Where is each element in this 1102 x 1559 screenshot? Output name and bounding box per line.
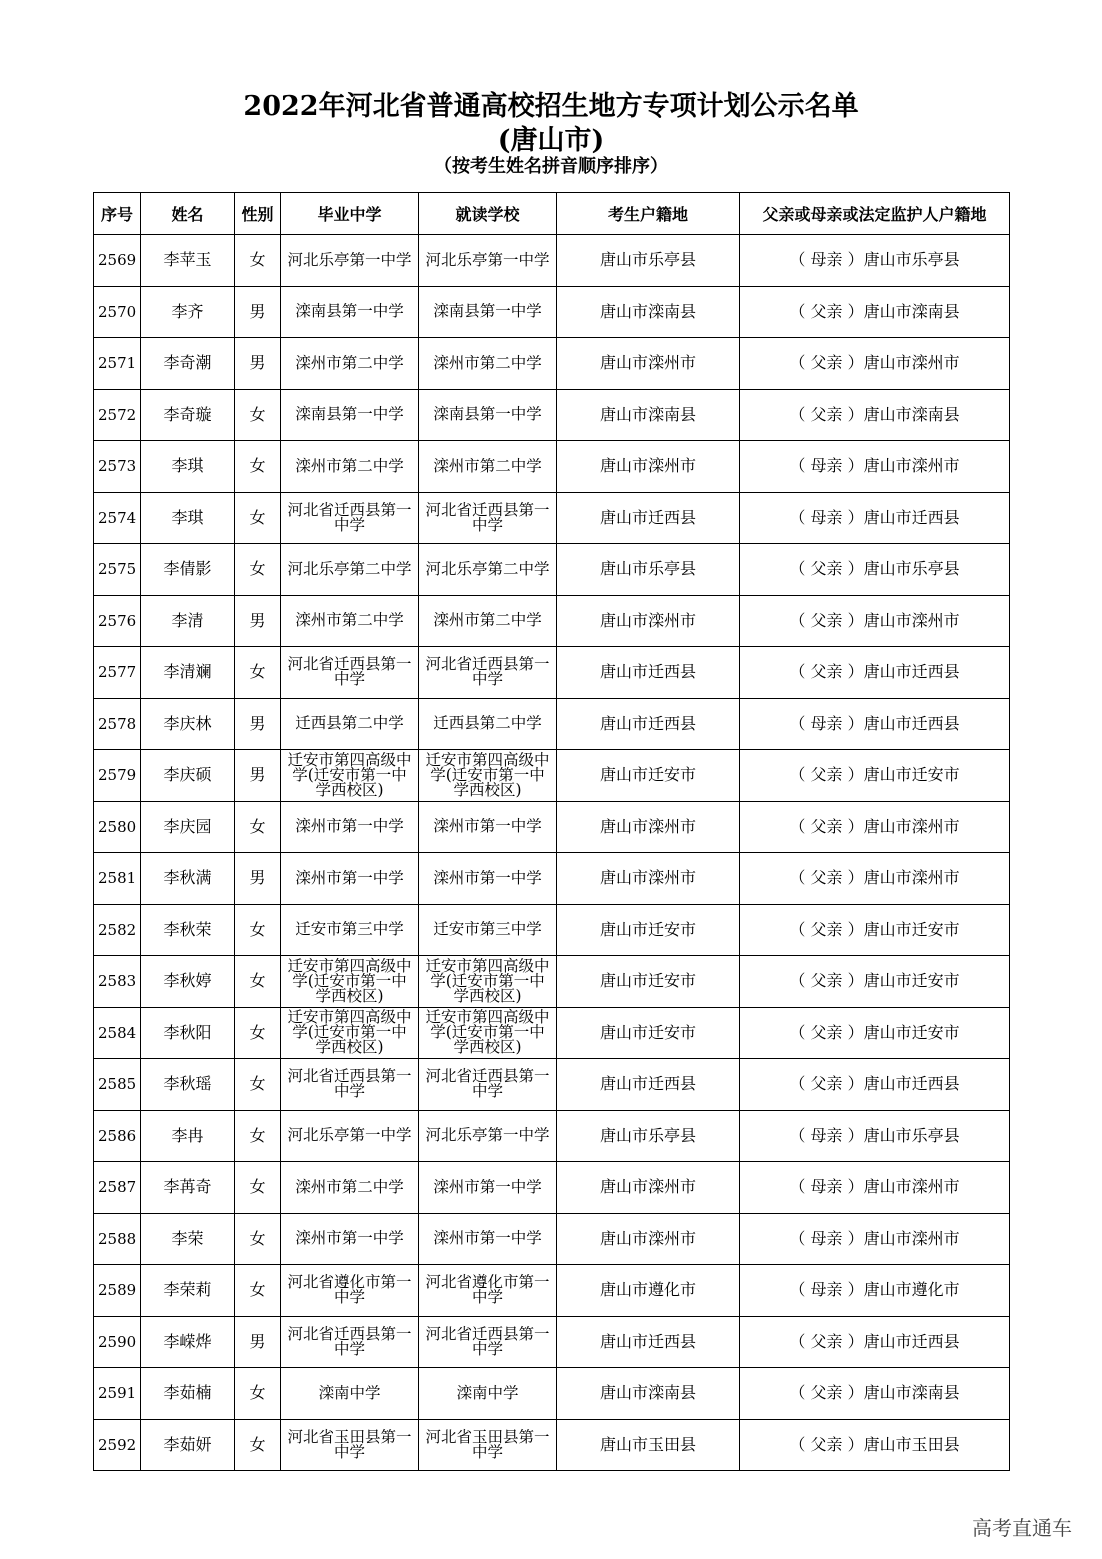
household-cell: 唐山市滦州市 xyxy=(557,338,740,390)
current-school-cell: 河北乐亭第一中学 xyxy=(419,235,557,287)
seq-cell: 2573 xyxy=(94,441,141,493)
column-header-seq: 序号 xyxy=(94,193,141,235)
parent-household-cell: （ 父亲 ）唐山市迁安市 xyxy=(740,904,1010,956)
table-row xyxy=(94,647,1010,699)
table-row xyxy=(94,750,1010,802)
graduated-school-cell: 迁安市第四高级中学(迁安市第一中学西校区) xyxy=(281,750,419,802)
gender-cell: 女 xyxy=(235,904,281,956)
parent-household-cell: （ 父亲 ）唐山市滦州市 xyxy=(740,801,1010,853)
table-row xyxy=(94,441,1010,493)
parent-household-cell: （ 父亲 ）唐山市迁西县 xyxy=(740,1059,1010,1111)
document-subtitle: (唐山市) xyxy=(497,125,605,156)
table-row xyxy=(94,853,1010,905)
gender-cell: 女 xyxy=(235,235,281,287)
seq-cell: 2588 xyxy=(94,1213,141,1265)
current-school-cell: 河北省迁西县第一中学 xyxy=(419,1059,557,1111)
parent-household-cell: （ 父亲 ）唐山市玉田县 xyxy=(740,1419,1010,1471)
graduated-school-cell: 河北省玉田县第一中学 xyxy=(281,1419,419,1471)
current-school-cell: 滦州市第一中学 xyxy=(419,1162,557,1214)
household-cell: 唐山市滦州市 xyxy=(557,1162,740,1214)
current-school-cell: 滦州市第二中学 xyxy=(419,441,557,493)
household-cell: 唐山市滦南县 xyxy=(557,389,740,441)
gender-cell: 女 xyxy=(235,801,281,853)
name-cell: 李奇璇 xyxy=(141,389,235,441)
table-row xyxy=(94,1265,1010,1317)
name-cell: 李庆硕 xyxy=(141,750,235,802)
name-cell: 李嵘烨 xyxy=(141,1316,235,1368)
name-cell: 李秋阳 xyxy=(141,1007,235,1059)
name-cell: 李琪 xyxy=(141,492,235,544)
household-cell: 唐山市迁西县 xyxy=(557,698,740,750)
current-school-cell: 滦州市第二中学 xyxy=(419,338,557,390)
current-school-cell: 河北省迁西县第一中学 xyxy=(419,1316,557,1368)
current-school-cell: 滦南中学 xyxy=(419,1368,557,1420)
name-cell: 李秋婷 xyxy=(141,956,235,1008)
current-school-cell: 迁安市第四高级中学(迁安市第一中学西校区) xyxy=(419,1007,557,1059)
table-row xyxy=(94,595,1010,647)
household-cell: 唐山市滦南县 xyxy=(557,286,740,338)
parent-household-cell: （ 父亲 ）唐山市滦南县 xyxy=(740,1368,1010,1420)
name-cell: 李清斓 xyxy=(141,647,235,699)
graduated-school-cell: 河北乐亭第一中学 xyxy=(281,1110,419,1162)
current-school-cell: 河北省迁西县第一中学 xyxy=(419,492,557,544)
gender-cell: 女 xyxy=(235,492,281,544)
table-row xyxy=(94,389,1010,441)
gender-cell: 男 xyxy=(235,338,281,390)
column-header-graduated-school: 毕业中学 xyxy=(281,193,419,235)
household-cell: 唐山市滦南县 xyxy=(557,1368,740,1420)
name-cell: 李琪 xyxy=(141,441,235,493)
parent-household-cell: （ 父亲 ）唐山市滦州市 xyxy=(740,338,1010,390)
gender-cell: 女 xyxy=(235,1162,281,1214)
name-cell: 李奇潮 xyxy=(141,338,235,390)
parent-household-cell: （ 父亲 ）唐山市滦南县 xyxy=(740,286,1010,338)
table-row xyxy=(94,1419,1010,1471)
parent-household-cell: （ 父亲 ）唐山市迁西县 xyxy=(740,647,1010,699)
document-title: 2022年河北省普通高校招生地方专项计划公示名单 xyxy=(243,91,859,122)
parent-household-cell: （ 父亲 ）唐山市迁安市 xyxy=(740,750,1010,802)
gender-cell: 男 xyxy=(235,595,281,647)
household-cell: 唐山市滦州市 xyxy=(557,853,740,905)
current-school-cell: 滦南县第一中学 xyxy=(419,286,557,338)
table-row xyxy=(94,1213,1010,1265)
parent-household-cell: （ 母亲 ）唐山市迁西县 xyxy=(740,698,1010,750)
seq-cell: 2592 xyxy=(94,1419,141,1471)
gender-cell: 女 xyxy=(235,1213,281,1265)
graduated-school-cell: 河北省迁西县第一中学 xyxy=(281,1059,419,1111)
seq-cell: 2591 xyxy=(94,1368,141,1420)
name-cell: 李清 xyxy=(141,595,235,647)
parent-household-cell: （ 父亲 ）唐山市迁安市 xyxy=(740,956,1010,1008)
parent-household-cell: （ 父亲 ）唐山市滦南县 xyxy=(740,389,1010,441)
table-row xyxy=(94,1007,1010,1059)
parent-household-cell: （ 母亲 ）唐山市滦州市 xyxy=(740,441,1010,493)
graduated-school-cell: 滦南中学 xyxy=(281,1368,419,1420)
gender-cell: 女 xyxy=(235,1419,281,1471)
table-header-row xyxy=(94,193,1010,235)
graduated-school-cell: 滦州市第一中学 xyxy=(281,801,419,853)
column-header-household: 考生户籍地 xyxy=(557,193,740,235)
name-cell: 李荣 xyxy=(141,1213,235,1265)
gender-cell: 男 xyxy=(235,750,281,802)
gender-cell: 男 xyxy=(235,853,281,905)
household-cell: 唐山市迁安市 xyxy=(557,1007,740,1059)
graduated-school-cell: 河北省迁西县第一中学 xyxy=(281,1316,419,1368)
graduated-school-cell: 河北省迁西县第一中学 xyxy=(281,492,419,544)
seq-cell: 2585 xyxy=(94,1059,141,1111)
household-cell: 唐山市滦州市 xyxy=(557,595,740,647)
household-cell: 唐山市迁安市 xyxy=(557,956,740,1008)
table-row xyxy=(94,698,1010,750)
graduated-school-cell: 迁安市第四高级中学(迁安市第一中学西校区) xyxy=(281,956,419,1008)
table-row xyxy=(94,492,1010,544)
seq-cell: 2572 xyxy=(94,389,141,441)
household-cell: 唐山市玉田县 xyxy=(557,1419,740,1471)
graduated-school-cell: 滦州市第一中学 xyxy=(281,1213,419,1265)
graduated-school-cell: 迁西县第二中学 xyxy=(281,698,419,750)
gender-cell: 女 xyxy=(235,1368,281,1420)
current-school-cell: 河北省迁西县第一中学 xyxy=(419,647,557,699)
gender-cell: 女 xyxy=(235,544,281,596)
name-cell: 李庆园 xyxy=(141,801,235,853)
table-row xyxy=(94,1162,1010,1214)
parent-household-cell: （ 母亲 ）唐山市遵化市 xyxy=(740,1265,1010,1317)
graduated-school-cell: 滦州市第二中学 xyxy=(281,441,419,493)
graduated-school-cell: 滦南县第一中学 xyxy=(281,286,419,338)
table-row xyxy=(94,544,1010,596)
current-school-cell: 迁安市第四高级中学(迁安市第一中学西校区) xyxy=(419,956,557,1008)
table-row xyxy=(94,956,1010,1008)
table-row xyxy=(94,1059,1010,1111)
seq-cell: 2574 xyxy=(94,492,141,544)
seq-cell: 2575 xyxy=(94,544,141,596)
column-header-current-school: 就读学校 xyxy=(419,193,557,235)
table-row xyxy=(94,1368,1010,1420)
graduated-school-cell: 滦州市第二中学 xyxy=(281,1162,419,1214)
name-cell: 李荣莉 xyxy=(141,1265,235,1317)
seq-cell: 2587 xyxy=(94,1162,141,1214)
seq-cell: 2586 xyxy=(94,1110,141,1162)
seq-cell: 2569 xyxy=(94,235,141,287)
name-cell: 李茹楠 xyxy=(141,1368,235,1420)
gender-cell: 女 xyxy=(235,389,281,441)
gender-cell: 男 xyxy=(235,286,281,338)
table-row xyxy=(94,904,1010,956)
current-school-cell: 滦州市第一中学 xyxy=(419,801,557,853)
graduated-school-cell: 滦州市第二中学 xyxy=(281,338,419,390)
household-cell: 唐山市遵化市 xyxy=(557,1265,740,1317)
admission-list-table xyxy=(93,192,1010,1471)
parent-household-cell: （ 父亲 ）唐山市迁安市 xyxy=(740,1007,1010,1059)
current-school-cell: 河北省玉田县第一中学 xyxy=(419,1419,557,1471)
household-cell: 唐山市迁西县 xyxy=(557,1316,740,1368)
current-school-cell: 河北省遵化市第一中学 xyxy=(419,1265,557,1317)
seq-cell: 2584 xyxy=(94,1007,141,1059)
graduated-school-cell: 迁安市第四高级中学(迁安市第一中学西校区) xyxy=(281,1007,419,1059)
gender-cell: 女 xyxy=(235,1110,281,1162)
name-cell: 李齐 xyxy=(141,286,235,338)
table-row xyxy=(94,1316,1010,1368)
name-cell: 李秋满 xyxy=(141,853,235,905)
gender-cell: 女 xyxy=(235,1059,281,1111)
name-cell: 李倩影 xyxy=(141,544,235,596)
graduated-school-cell: 滦州市第一中学 xyxy=(281,853,419,905)
seq-cell: 2578 xyxy=(94,698,141,750)
seq-cell: 2571 xyxy=(94,338,141,390)
watermark-text: 高考直通车 xyxy=(972,1516,1072,1540)
current-school-cell: 滦州市第一中学 xyxy=(419,1213,557,1265)
household-cell: 唐山市滦州市 xyxy=(557,441,740,493)
name-cell: 李秋瑶 xyxy=(141,1059,235,1111)
household-cell: 唐山市乐亭县 xyxy=(557,1110,740,1162)
column-header-gender: 性别 xyxy=(235,193,281,235)
parent-household-cell: （ 母亲 ）唐山市迁西县 xyxy=(740,492,1010,544)
current-school-cell: 迁安市第四高级中学(迁安市第一中学西校区) xyxy=(419,750,557,802)
household-cell: 唐山市迁西县 xyxy=(557,1059,740,1111)
name-cell: 李庆林 xyxy=(141,698,235,750)
current-school-cell: 迁安市第三中学 xyxy=(419,904,557,956)
table-row xyxy=(94,235,1010,287)
column-header-parent-household: 父亲或母亲或法定监护人户籍地 xyxy=(740,193,1010,235)
gender-cell: 女 xyxy=(235,441,281,493)
graduated-school-cell: 迁安市第三中学 xyxy=(281,904,419,956)
table-row xyxy=(94,801,1010,853)
parent-household-cell: （ 母亲 ）唐山市乐亭县 xyxy=(740,1110,1010,1162)
graduated-school-cell: 河北乐亭第二中学 xyxy=(281,544,419,596)
household-cell: 唐山市乐亭县 xyxy=(557,544,740,596)
seq-cell: 2583 xyxy=(94,956,141,1008)
graduated-school-cell: 滦南县第一中学 xyxy=(281,389,419,441)
graduated-school-cell: 河北乐亭第一中学 xyxy=(281,235,419,287)
parent-household-cell: （ 父亲 ）唐山市滦州市 xyxy=(740,853,1010,905)
seq-cell: 2579 xyxy=(94,750,141,802)
current-school-cell: 迁西县第二中学 xyxy=(419,698,557,750)
seq-cell: 2570 xyxy=(94,286,141,338)
parent-household-cell: （ 父亲 ）唐山市滦州市 xyxy=(740,595,1010,647)
household-cell: 唐山市迁安市 xyxy=(557,904,740,956)
gender-cell: 女 xyxy=(235,647,281,699)
gender-cell: 男 xyxy=(235,1316,281,1368)
seq-cell: 2580 xyxy=(94,801,141,853)
current-school-cell: 河北乐亭第一中学 xyxy=(419,1110,557,1162)
seq-cell: 2577 xyxy=(94,647,141,699)
parent-household-cell: （ 父亲 ）唐山市迁西县 xyxy=(740,1316,1010,1368)
graduated-school-cell: 河北省迁西县第一中学 xyxy=(281,647,419,699)
household-cell: 唐山市迁西县 xyxy=(557,647,740,699)
gender-cell: 女 xyxy=(235,1007,281,1059)
graduated-school-cell: 滦州市第二中学 xyxy=(281,595,419,647)
name-cell: 李苹玉 xyxy=(141,235,235,287)
household-cell: 唐山市滦州市 xyxy=(557,801,740,853)
name-cell: 李秋荣 xyxy=(141,904,235,956)
seq-cell: 2590 xyxy=(94,1316,141,1368)
current-school-cell: 河北乐亭第二中学 xyxy=(419,544,557,596)
seq-cell: 2581 xyxy=(94,853,141,905)
gender-cell: 女 xyxy=(235,956,281,1008)
table-row xyxy=(94,286,1010,338)
parent-household-cell: （ 母亲 ）唐山市滦州市 xyxy=(740,1162,1010,1214)
household-cell: 唐山市滦州市 xyxy=(557,1213,740,1265)
current-school-cell: 滦南县第一中学 xyxy=(419,389,557,441)
seq-cell: 2576 xyxy=(94,595,141,647)
parent-household-cell: （ 母亲 ）唐山市滦州市 xyxy=(740,1213,1010,1265)
household-cell: 唐山市迁安市 xyxy=(557,750,740,802)
table-row xyxy=(94,338,1010,390)
household-cell: 唐山市乐亭县 xyxy=(557,235,740,287)
gender-cell: 男 xyxy=(235,698,281,750)
sort-note: （按考生姓名拼音顺序排序） xyxy=(434,156,668,177)
name-cell: 李苒奇 xyxy=(141,1162,235,1214)
parent-household-cell: （ 父亲 ）唐山市乐亭县 xyxy=(740,544,1010,596)
column-header-name: 姓名 xyxy=(141,193,235,235)
parent-household-cell: （ 母亲 ）唐山市乐亭县 xyxy=(740,235,1010,287)
name-cell: 李茹妍 xyxy=(141,1419,235,1471)
name-cell: 李冉 xyxy=(141,1110,235,1162)
current-school-cell: 滦州市第二中学 xyxy=(419,595,557,647)
household-cell: 唐山市迁西县 xyxy=(557,492,740,544)
seq-cell: 2582 xyxy=(94,904,141,956)
table-row xyxy=(94,1110,1010,1162)
gender-cell: 女 xyxy=(235,1265,281,1317)
current-school-cell: 滦州市第一中学 xyxy=(419,853,557,905)
graduated-school-cell: 河北省遵化市第一中学 xyxy=(281,1265,419,1317)
seq-cell: 2589 xyxy=(94,1265,141,1317)
